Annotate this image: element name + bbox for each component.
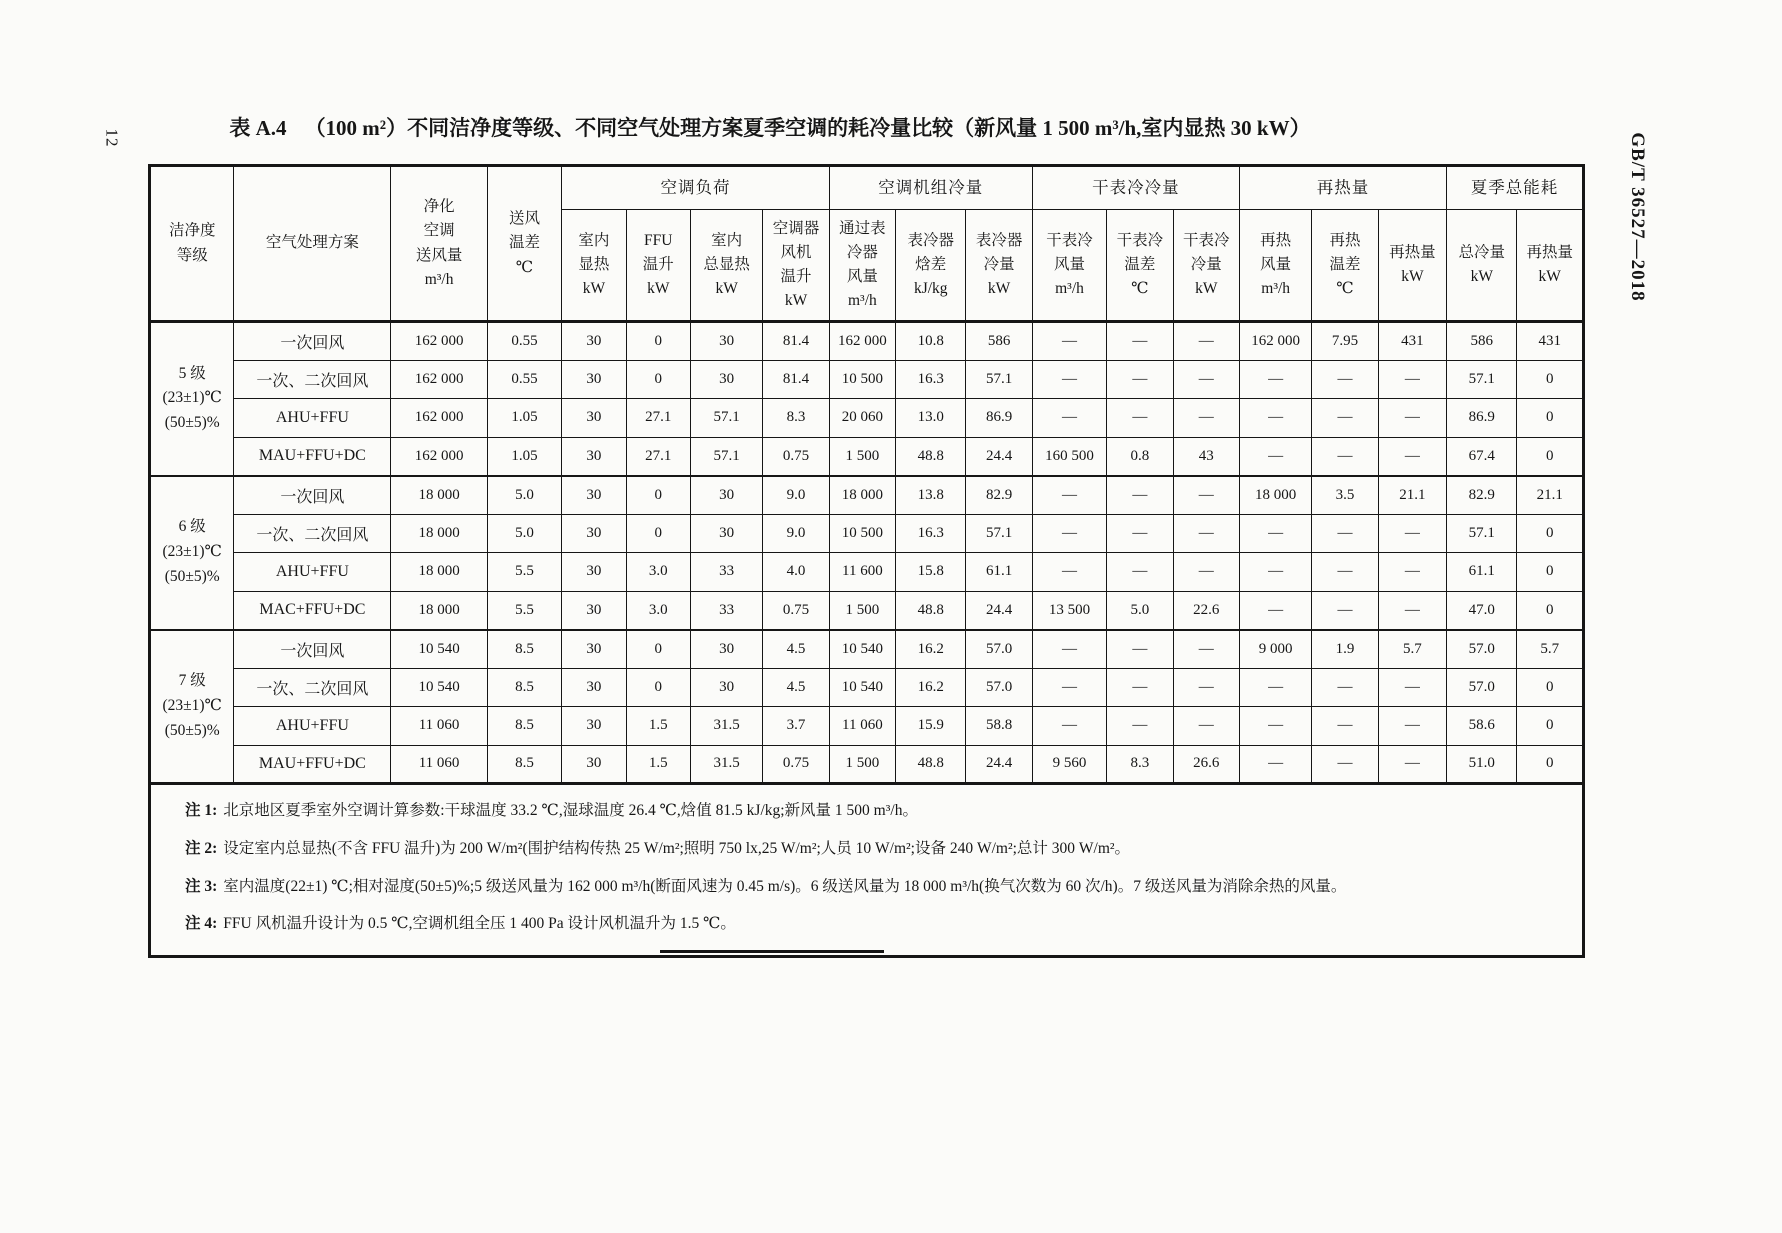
row-group-label: 5 级 (23±1)℃ (50±5)% <box>150 322 234 476</box>
note-text: 室内温度(22±1) ℃;相对湿度(50±5)%;5 级送风量为 162 000 m³/h(断面风速为 0.45 m/s)。6 级送风量为 18 000 m³/h(换气次数为 60 次/h)。7 级送风量为消除余热的风量。 <box>223 877 1347 895</box>
data-cell: 10 540 <box>829 668 895 707</box>
data-cell: — <box>1239 553 1311 592</box>
data-cell: — <box>1032 514 1106 553</box>
data-cell: — <box>1312 437 1378 476</box>
data-cell: 0 <box>626 514 690 553</box>
table-row <box>150 553 1584 592</box>
scheme-cell: AHU+FFU <box>234 707 391 746</box>
data-cell: 18 000 <box>391 514 488 553</box>
data-cell: 0 <box>1517 360 1584 399</box>
data-cell: 21.1 <box>1378 476 1446 515</box>
data-cell: 57.0 <box>1447 630 1517 669</box>
data-cell: 162 000 <box>1239 322 1311 361</box>
data-cell: 16.2 <box>896 668 966 707</box>
data-cell: 57.0 <box>966 668 1032 707</box>
data-cell: 18 000 <box>391 591 488 630</box>
data-cell: 86.9 <box>1447 399 1517 438</box>
page-end-line <box>660 950 884 953</box>
data-cell: 8.3 <box>763 399 829 438</box>
data-cell: 30 <box>562 360 626 399</box>
data-cell: 16.2 <box>896 630 966 669</box>
header-col-cell: 干表冷 冷量 kW <box>1173 210 1239 322</box>
note <box>185 799 1558 824</box>
data-cell: 18 000 <box>391 476 488 515</box>
header-col-cell: 再热量 kW <box>1378 210 1446 322</box>
scheme-cell: AHU+FFU <box>234 399 391 438</box>
data-cell: 30 <box>562 322 626 361</box>
header-col-cell: 洁净度 等级 <box>150 166 234 322</box>
header-col-cell: 再热 风量 m³/h <box>1239 210 1311 322</box>
data-cell: 24.4 <box>966 437 1032 476</box>
data-cell: 86.9 <box>966 399 1032 438</box>
data-cell: — <box>1173 476 1239 515</box>
data-cell: 1.9 <box>1312 630 1378 669</box>
table-row <box>150 476 1584 515</box>
data-cell: — <box>1239 514 1311 553</box>
data-cell: 30 <box>690 360 762 399</box>
data-cell: 1 500 <box>829 745 895 784</box>
data-cell: — <box>1239 591 1311 630</box>
data-cell: 30 <box>562 630 626 669</box>
data-cell: 0 <box>1517 745 1584 784</box>
scheme-cell: MAC+FFU+DC <box>234 591 391 630</box>
data-cell: 30 <box>562 437 626 476</box>
header-col-cell: 通过表 冷器 风量 m³/h <box>829 210 895 322</box>
data-cell: 11 060 <box>829 707 895 746</box>
data-cell: 5.0 <box>487 476 561 515</box>
data-cell: — <box>1378 514 1446 553</box>
table-row <box>150 707 1584 746</box>
data-cell: 30 <box>562 476 626 515</box>
data-cell: 5.5 <box>487 553 561 592</box>
data-cell: — <box>1312 745 1378 784</box>
data-cell: 57.1 <box>1447 514 1517 553</box>
data-cell: 82.9 <box>1447 476 1517 515</box>
table-row <box>150 322 1584 361</box>
data-cell: 0 <box>1517 707 1584 746</box>
table-row <box>150 668 1584 707</box>
data-cell: 30 <box>690 630 762 669</box>
data-cell: 10 500 <box>829 514 895 553</box>
data-cell: 8.3 <box>1107 745 1173 784</box>
header-col-cell: 干表冷 温差 ℃ <box>1107 210 1173 322</box>
note <box>185 912 1558 937</box>
data-cell: 15.8 <box>896 553 966 592</box>
data-cell: 21.1 <box>1517 476 1584 515</box>
header-group-cell: 干表冷冷量 <box>1032 166 1239 210</box>
data-cell: 48.8 <box>896 437 966 476</box>
data-cell: — <box>1173 514 1239 553</box>
header-col-cell: 表冷器 焓差 kJ/kg <box>896 210 966 322</box>
data-cell: — <box>1239 399 1311 438</box>
data-cell: 31.5 <box>690 707 762 746</box>
data-cell: 57.0 <box>966 630 1032 669</box>
note-label: 注 2: <box>185 839 218 857</box>
table-row <box>150 745 1584 784</box>
data-cell: 0 <box>1517 553 1584 592</box>
data-cell: 18 000 <box>829 476 895 515</box>
data-cell: 0.55 <box>487 360 561 399</box>
data-cell: 160 500 <box>1032 437 1106 476</box>
data-cell: 5.7 <box>1517 630 1584 669</box>
data-cell: 431 <box>1517 322 1584 361</box>
header-col-cell: FFU 温升 kW <box>626 210 690 322</box>
note-text: 设定室内总显热(不含 FFU 温升)为 200 W/m²(围护结构传热 25 W/m²;照明 750 lx,25 W/m²;人员 10 W/m²;设备 240 W/m²;总计 300 W/m²。 <box>223 839 1131 857</box>
data-cell: — <box>1378 668 1446 707</box>
header-col-cell: 净化 空调 送风量 m³/h <box>391 166 488 322</box>
data-cell: — <box>1378 437 1446 476</box>
data-cell: — <box>1239 437 1311 476</box>
data-cell: 30 <box>562 707 626 746</box>
data-cell: — <box>1032 707 1106 746</box>
data-cell: 58.6 <box>1447 707 1517 746</box>
data-cell: 10 500 <box>829 360 895 399</box>
data-cell: — <box>1173 553 1239 592</box>
data-cell: 51.0 <box>1447 745 1517 784</box>
data-cell: 0.75 <box>763 745 829 784</box>
data-cell: 18 000 <box>391 553 488 592</box>
data-cell: 1.5 <box>626 745 690 784</box>
data-cell: 57.0 <box>1447 668 1517 707</box>
data-cell: 11 600 <box>829 553 895 592</box>
data-cell: 43 <box>1173 437 1239 476</box>
data-cell: 1 500 <box>829 437 895 476</box>
header-col-cell: 表冷器 冷量 kW <box>966 210 1032 322</box>
data-cell: — <box>1032 322 1106 361</box>
table-row <box>150 630 1584 669</box>
data-cell: 16.3 <box>896 514 966 553</box>
data-cell: 13 500 <box>1032 591 1106 630</box>
data-cell: — <box>1107 707 1173 746</box>
table-row <box>150 514 1584 553</box>
data-cell: — <box>1173 322 1239 361</box>
data-cell: 27.1 <box>626 437 690 476</box>
data-cell: — <box>1107 360 1173 399</box>
header-col-cell: 室内 显热 kW <box>562 210 626 322</box>
data-cell: 3.0 <box>626 553 690 592</box>
data-cell: 33 <box>690 591 762 630</box>
data-cell: 9 560 <box>1032 745 1106 784</box>
header-col-cell: 空调器 风机 温升 kW <box>763 210 829 322</box>
data-cell: 4.0 <box>763 553 829 592</box>
data-cell: — <box>1239 668 1311 707</box>
table-header <box>150 166 1584 322</box>
note-label: 注 4: <box>185 915 218 933</box>
data-cell: 61.1 <box>1447 553 1517 592</box>
data-cell: — <box>1312 668 1378 707</box>
note-label: 注 1: <box>185 802 218 819</box>
data-cell: 431 <box>1378 322 1446 361</box>
data-cell: — <box>1312 707 1378 746</box>
notes-section <box>150 784 1584 957</box>
data-cell: 16.3 <box>896 360 966 399</box>
data-cell: — <box>1239 707 1311 746</box>
data-cell: — <box>1378 707 1446 746</box>
data-cell: 3.7 <box>763 707 829 746</box>
data-cell: 18 000 <box>1239 476 1311 515</box>
data-cell: — <box>1032 476 1106 515</box>
data-cell: 57.1 <box>966 514 1032 553</box>
data-cell: 11 060 <box>391 745 488 784</box>
data-cell: 0 <box>1517 437 1584 476</box>
data-cell: 26.6 <box>1173 745 1239 784</box>
data-cell: 8.5 <box>487 707 561 746</box>
data-cell: — <box>1107 322 1173 361</box>
data-cell: — <box>1032 399 1106 438</box>
scheme-cell: 一次、二次回风 <box>234 668 391 707</box>
data-cell: 9.0 <box>763 514 829 553</box>
data-cell: 4.5 <box>763 668 829 707</box>
data-cell: 1 500 <box>829 591 895 630</box>
data-cell: 162 000 <box>391 360 488 399</box>
scheme-cell: 一次回风 <box>234 476 391 515</box>
data-cell: 15.9 <box>896 707 966 746</box>
data-cell: 0 <box>626 630 690 669</box>
data-cell: 30 <box>562 591 626 630</box>
table-title <box>0 112 1540 142</box>
header-group-cell: 空调机组冷量 <box>829 166 1032 210</box>
data-cell: 30 <box>690 668 762 707</box>
data-cell: 47.0 <box>1447 591 1517 630</box>
data-cell: 162 000 <box>829 322 895 361</box>
data-cell: 10 540 <box>391 630 488 669</box>
data-cell: 8.5 <box>487 668 561 707</box>
data-cell: 10.8 <box>896 322 966 361</box>
data-cell: 82.9 <box>966 476 1032 515</box>
data-cell: — <box>1032 553 1106 592</box>
data-cell: — <box>1107 668 1173 707</box>
data-cell: 586 <box>966 322 1032 361</box>
data-cell: — <box>1173 707 1239 746</box>
data-cell: 8.5 <box>487 745 561 784</box>
data-cell: 0.8 <box>1107 437 1173 476</box>
main-table <box>148 164 1585 958</box>
data-cell: 81.4 <box>763 322 829 361</box>
data-cell: 9 000 <box>1239 630 1311 669</box>
data-cell: 5.7 <box>1378 630 1446 669</box>
data-cell: 31.5 <box>690 745 762 784</box>
header-col-cell: 送风 温差 ℃ <box>487 166 561 322</box>
data-cell: 0 <box>1517 591 1584 630</box>
data-cell: 30 <box>562 668 626 707</box>
data-cell: 162 000 <box>391 399 488 438</box>
data-cell: — <box>1312 360 1378 399</box>
data-cell: 0.75 <box>763 591 829 630</box>
data-cell: 5.0 <box>1107 591 1173 630</box>
scheme-cell: 一次、二次回风 <box>234 514 391 553</box>
data-cell: 13.0 <box>896 399 966 438</box>
data-cell: 1.5 <box>626 707 690 746</box>
data-cell: — <box>1312 553 1378 592</box>
page-number: 12 <box>102 128 122 148</box>
note <box>185 837 1558 862</box>
data-cell: 30 <box>690 322 762 361</box>
data-cell: 30 <box>562 399 626 438</box>
data-cell: 27.1 <box>626 399 690 438</box>
data-cell: 57.1 <box>690 437 762 476</box>
table-title-text: （100 m²）不同洁净度等级、不同空气处理方案夏季空调的耗冷量比较（新风量 1 500 m³/h,室内显热 30 kW） <box>304 116 1311 140</box>
scheme-cell: MAU+FFU+DC <box>234 745 391 784</box>
data-cell: 586 <box>1447 322 1517 361</box>
data-cell: 4.5 <box>763 630 829 669</box>
data-cell: — <box>1107 553 1173 592</box>
data-cell: 57.1 <box>966 360 1032 399</box>
data-cell: 20 060 <box>829 399 895 438</box>
data-cell: 0.75 <box>763 437 829 476</box>
row-group-label: 6 级 (23±1)℃ (50±5)% <box>150 476 234 630</box>
data-cell: — <box>1312 399 1378 438</box>
data-cell: 81.4 <box>763 360 829 399</box>
data-cell: — <box>1173 360 1239 399</box>
data-cell: 162 000 <box>391 322 488 361</box>
data-cell: 10 540 <box>829 630 895 669</box>
data-cell: 30 <box>562 553 626 592</box>
data-cell: — <box>1173 630 1239 669</box>
data-cell: — <box>1032 630 1106 669</box>
scheme-cell: AHU+FFU <box>234 553 391 592</box>
data-cell: 7.95 <box>1312 322 1378 361</box>
data-cell: 67.4 <box>1447 437 1517 476</box>
standard-code: GB/T 36527—2018 <box>1627 132 1648 302</box>
data-cell: 1.05 <box>487 399 561 438</box>
data-cell: — <box>1173 668 1239 707</box>
data-cell: 57.1 <box>1447 360 1517 399</box>
data-cell: 30 <box>690 476 762 515</box>
header-col-cell: 空气处理方案 <box>234 166 391 322</box>
header-col-cell: 再热量 kW <box>1517 210 1584 322</box>
data-cell: 0 <box>626 322 690 361</box>
data-cell: 33 <box>690 553 762 592</box>
data-cell: — <box>1312 514 1378 553</box>
data-cell: — <box>1378 591 1446 630</box>
data-cell: 162 000 <box>391 437 488 476</box>
data-cell: 24.4 <box>966 591 1032 630</box>
data-cell: 61.1 <box>966 553 1032 592</box>
data-cell: 57.1 <box>690 399 762 438</box>
header-col-cell: 室内 总显热 kW <box>690 210 762 322</box>
scheme-cell: MAU+FFU+DC <box>234 437 391 476</box>
data-cell: 3.0 <box>626 591 690 630</box>
note <box>185 875 1558 900</box>
table-wrap <box>148 164 1585 958</box>
data-cell: 0 <box>1517 668 1584 707</box>
row-group-label: 7 级 (23±1)℃ (50±5)% <box>150 630 234 784</box>
header-col-cell: 再热 温差 ℃ <box>1312 210 1378 322</box>
table-title-prefix: 表 A.4 <box>229 116 287 140</box>
data-cell: 0 <box>626 476 690 515</box>
note-text: FFU 风机温升设计为 0.5 ℃,空调机组全压 1 400 Pa 设计风机温升为 1.5 ℃。 <box>223 915 736 933</box>
data-cell: 13.8 <box>896 476 966 515</box>
data-cell: 11 060 <box>391 707 488 746</box>
header-group-cell: 夏季总能耗 <box>1447 166 1584 210</box>
data-cell: — <box>1378 553 1446 592</box>
data-cell: 30 <box>690 514 762 553</box>
table-row <box>150 591 1584 630</box>
data-cell: 48.8 <box>896 591 966 630</box>
data-cell: 30 <box>562 514 626 553</box>
scheme-cell: 一次回风 <box>234 322 391 361</box>
data-cell: — <box>1173 399 1239 438</box>
data-cell: — <box>1107 514 1173 553</box>
data-cell: — <box>1107 630 1173 669</box>
data-cell: — <box>1032 668 1106 707</box>
data-cell: 58.8 <box>966 707 1032 746</box>
data-cell: 0 <box>1517 399 1584 438</box>
data-cell: 0 <box>626 668 690 707</box>
data-cell: 5.5 <box>487 591 561 630</box>
data-cell: 48.8 <box>896 745 966 784</box>
data-cell: 10 540 <box>391 668 488 707</box>
data-cell: 22.6 <box>1173 591 1239 630</box>
data-cell: 5.0 <box>487 514 561 553</box>
data-cell: — <box>1032 360 1106 399</box>
data-cell: 9.0 <box>763 476 829 515</box>
data-cell: — <box>1312 591 1378 630</box>
data-cell: 0 <box>626 360 690 399</box>
data-cell: 1.05 <box>487 437 561 476</box>
data-cell: 0 <box>1517 514 1584 553</box>
data-cell: 0.55 <box>487 322 561 361</box>
scheme-cell: 一次回风 <box>234 630 391 669</box>
header-col-cell: 干表冷 风量 m³/h <box>1032 210 1106 322</box>
data-cell: 8.5 <box>487 630 561 669</box>
data-cell: 3.5 <box>1312 476 1378 515</box>
data-cell: — <box>1239 360 1311 399</box>
data-cell: 30 <box>562 745 626 784</box>
note-text: 北京地区夏季室外空调计算参数:干球温度 33.2 ℃,湿球温度 26.4 ℃,焓值 81.5 kJ/kg;新风量 1 500 m³/h。 <box>223 802 918 819</box>
table-body <box>150 322 1584 784</box>
data-cell: — <box>1239 745 1311 784</box>
data-cell: — <box>1378 360 1446 399</box>
table-row <box>150 399 1584 438</box>
header-group-cell: 空调负荷 <box>562 166 829 210</box>
data-cell: — <box>1107 399 1173 438</box>
note-label: 注 3: <box>185 877 218 895</box>
header-group-cell: 再热量 <box>1239 166 1446 210</box>
header-col-cell: 总冷量 kW <box>1447 210 1517 322</box>
data-cell: — <box>1107 476 1173 515</box>
table-footer <box>150 784 1584 957</box>
data-cell: — <box>1378 399 1446 438</box>
table-row <box>150 437 1584 476</box>
data-cell: 24.4 <box>966 745 1032 784</box>
data-cell: — <box>1378 745 1446 784</box>
table-row <box>150 360 1584 399</box>
scheme-cell: 一次、二次回风 <box>234 360 391 399</box>
